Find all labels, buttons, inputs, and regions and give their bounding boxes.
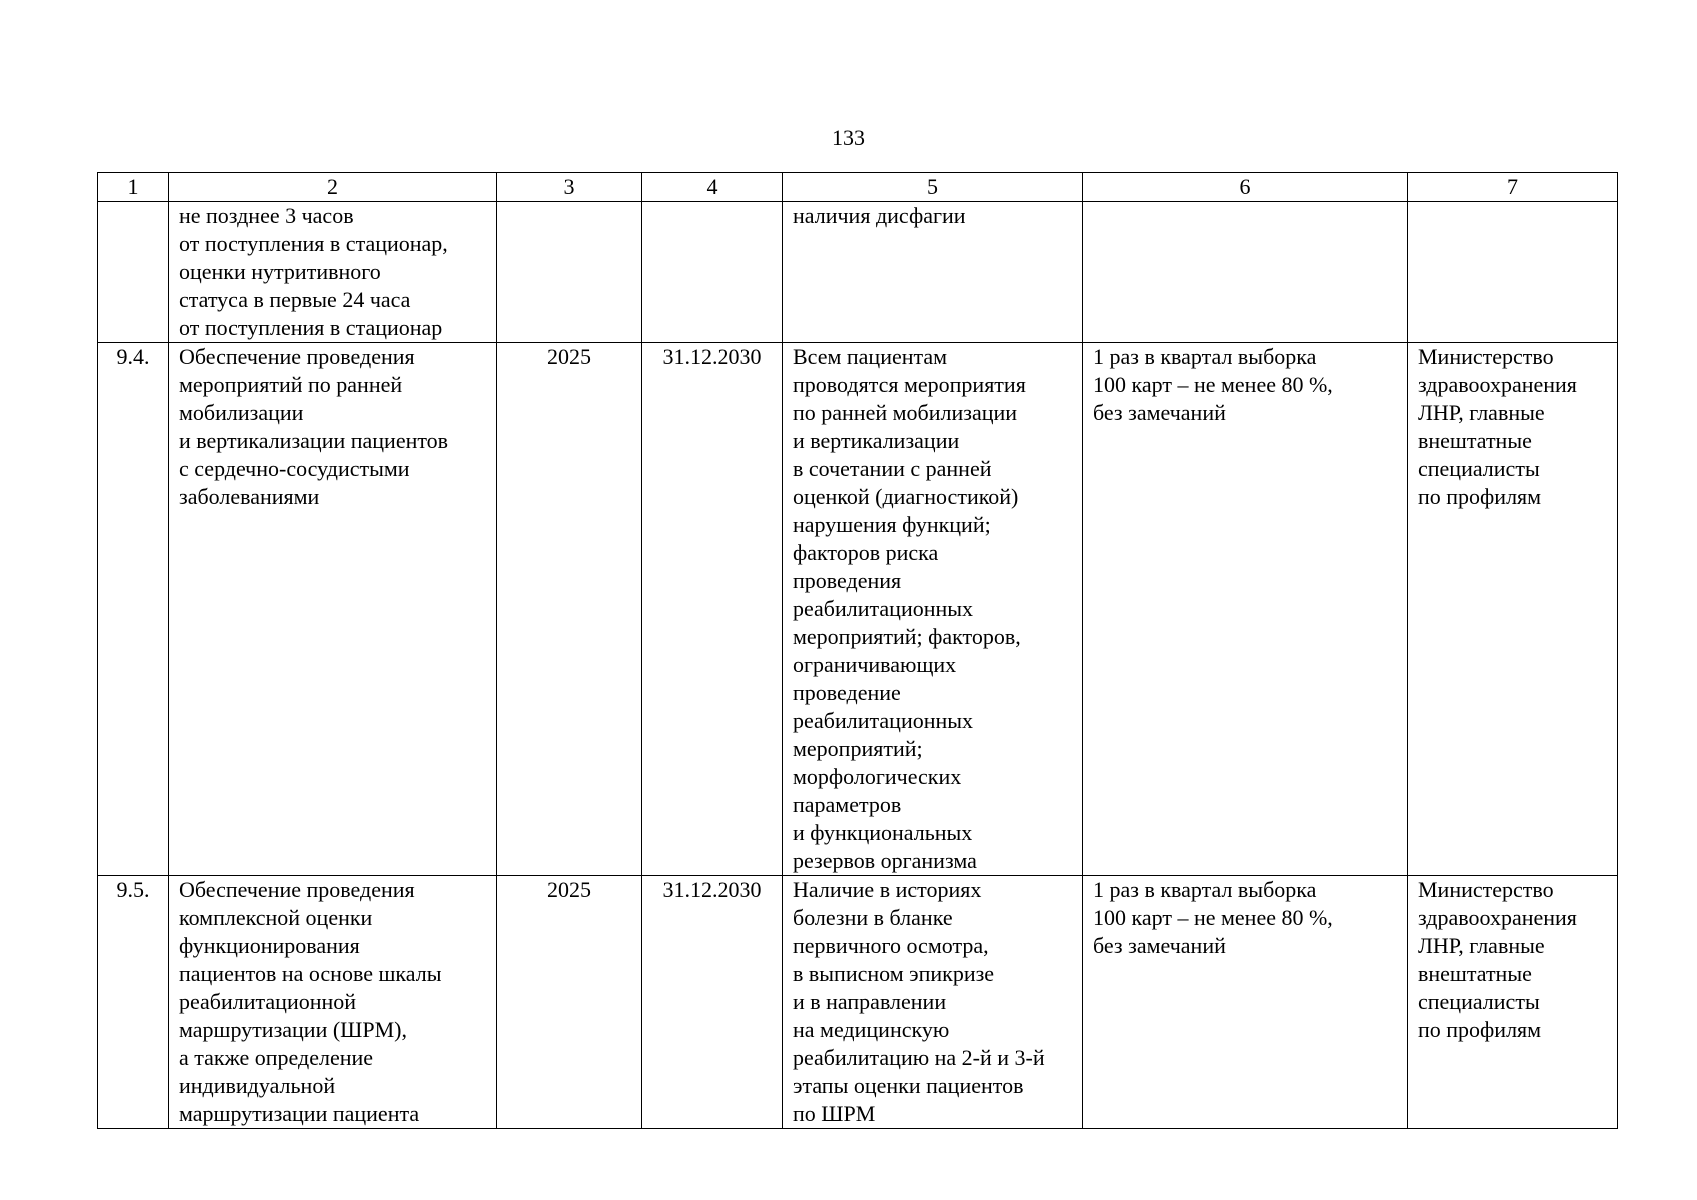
cell-control bbox=[1083, 202, 1408, 343]
column-header: 6 bbox=[1083, 173, 1408, 202]
cell-start-year: 2025 bbox=[497, 343, 642, 876]
cell-line: наличия дисфагии bbox=[793, 203, 966, 228]
cell-responsible bbox=[1408, 343, 1618, 876]
cell-result bbox=[783, 876, 1083, 1129]
cell-start-year bbox=[497, 202, 642, 343]
cell-line: по профилям bbox=[1418, 1017, 1542, 1042]
cell-line: первичного осмотра, bbox=[793, 933, 989, 958]
cell-line: статуса в первые 24 часа bbox=[179, 287, 411, 312]
cell-line: Обеспечение проведения bbox=[179, 877, 415, 902]
cell-responsible bbox=[1408, 202, 1618, 343]
cell-line: мобилизации bbox=[179, 400, 304, 425]
cell-measure bbox=[169, 202, 497, 343]
cell-measure bbox=[169, 876, 497, 1129]
cell-result bbox=[783, 343, 1083, 876]
cell-line: маршрутизации пациента bbox=[179, 1101, 420, 1126]
cell-line: и в направлении bbox=[793, 989, 947, 1014]
cell-line: 1 раз в квартал выборка bbox=[1093, 877, 1317, 902]
cell-line: по профилям bbox=[1418, 484, 1542, 509]
cell-line: без замечаний bbox=[1093, 400, 1226, 425]
plan-table bbox=[97, 172, 1618, 1129]
cell-line: специалисты bbox=[1418, 456, 1540, 481]
cell-line: реабилитационных bbox=[793, 596, 974, 621]
cell-line: по ранней мобилизации bbox=[793, 400, 1018, 425]
cell-line: здравоохранения bbox=[1418, 372, 1577, 397]
cell-line: ограничивающих bbox=[793, 652, 957, 677]
cell-line: внештатные bbox=[1418, 428, 1532, 453]
column-header: 5 bbox=[783, 173, 1083, 202]
column-header: 7 bbox=[1408, 173, 1618, 202]
cell-line: реабилитацию на 2-й и 3-й bbox=[793, 1045, 1045, 1070]
cell-line: реабилитационных bbox=[793, 708, 974, 733]
cell-line: 1 раз в квартал выборка bbox=[1093, 344, 1317, 369]
cell-line: от поступления в стационар, bbox=[179, 231, 448, 256]
cell-measure bbox=[169, 343, 497, 876]
cell-result bbox=[783, 202, 1083, 343]
cell-line: нарушения функций; bbox=[793, 512, 991, 537]
cell-line: факторов риска bbox=[793, 540, 939, 565]
cell-line: проведение bbox=[793, 680, 901, 705]
cell-line: этапы оценки пациентов bbox=[793, 1073, 1024, 1098]
cell-line: внештатные bbox=[1418, 961, 1532, 986]
cell-line: реабилитационной bbox=[179, 989, 357, 1014]
cell-line: с сердечно-сосудистыми bbox=[179, 456, 410, 481]
table-row bbox=[98, 343, 1618, 876]
cell-number: 9.5. bbox=[98, 876, 169, 1129]
cell-line: резервов организма bbox=[793, 848, 977, 873]
column-header: 3 bbox=[497, 173, 642, 202]
cell-line: индивидуальной bbox=[179, 1073, 336, 1098]
cell-number bbox=[98, 202, 169, 343]
cell-control bbox=[1083, 876, 1408, 1129]
cell-start-year: 2025 bbox=[497, 876, 642, 1129]
cell-line: пациентов на основе шкалы bbox=[179, 961, 442, 986]
cell-end-date bbox=[642, 202, 783, 343]
cell-line: а также определение bbox=[179, 1045, 374, 1070]
cell-line: параметров bbox=[793, 792, 902, 817]
cell-line: 100 карт – не менее 80 %, bbox=[1093, 372, 1333, 397]
cell-line: Обеспечение проведения bbox=[179, 344, 415, 369]
cell-line: проведения bbox=[793, 568, 902, 593]
cell-line: болезни в бланке bbox=[793, 905, 953, 930]
cell-line: оценки нутритивного bbox=[179, 259, 381, 284]
cell-end-date: 31.12.2030 bbox=[642, 343, 783, 876]
cell-line: ЛНР, главные bbox=[1418, 933, 1545, 958]
cell-line: без замечаний bbox=[1093, 933, 1226, 958]
cell-line: морфологических bbox=[793, 764, 962, 789]
cell-line: Министерство bbox=[1418, 344, 1554, 369]
cell-line: маршрутизации (ШРМ), bbox=[179, 1017, 407, 1042]
cell-line: здравоохранения bbox=[1418, 905, 1577, 930]
cell-line: заболеваниями bbox=[179, 484, 320, 509]
column-header: 1 bbox=[98, 173, 169, 202]
page-number: 133 bbox=[832, 125, 865, 150]
cell-line: специалисты bbox=[1418, 989, 1540, 1014]
cell-line: не позднее 3 часов bbox=[179, 203, 354, 228]
header-row bbox=[98, 173, 1618, 202]
cell-line: Наличие в историях bbox=[793, 877, 982, 902]
column-header: 4 bbox=[642, 173, 783, 202]
cell-line: и вертикализации bbox=[793, 428, 960, 453]
cell-line: проводятся мероприятия bbox=[793, 372, 1026, 397]
cell-line: оценкой (диагностикой) bbox=[793, 484, 1019, 509]
cell-line: от поступления в стационар bbox=[179, 315, 443, 340]
cell-line: функционирования bbox=[179, 933, 360, 958]
cell-line: мероприятий; факторов, bbox=[793, 624, 1021, 649]
cell-line: 100 карт – не менее 80 %, bbox=[1093, 905, 1333, 930]
cell-line: комплексной оценки bbox=[179, 905, 373, 930]
table-row bbox=[98, 202, 1618, 343]
cell-line: Всем пациентам bbox=[793, 344, 948, 369]
cell-line: в сочетании с ранней bbox=[793, 456, 992, 481]
cell-line: и вертикализации пациентов bbox=[179, 428, 449, 453]
cell-line: мероприятий по ранней bbox=[179, 372, 403, 397]
cell-line: в выписном эпикризе bbox=[793, 961, 995, 986]
cell-line: Министерство bbox=[1418, 877, 1554, 902]
cell-end-date: 31.12.2030 bbox=[642, 876, 783, 1129]
cell-line: мероприятий; bbox=[793, 736, 923, 761]
cell-responsible bbox=[1408, 876, 1618, 1129]
column-header: 2 bbox=[169, 173, 497, 202]
cell-control bbox=[1083, 343, 1408, 876]
cell-number: 9.4. bbox=[98, 343, 169, 876]
cell-line: по ШРМ bbox=[793, 1101, 876, 1126]
cell-line: ЛНР, главные bbox=[1418, 400, 1545, 425]
table-row bbox=[98, 876, 1618, 1129]
cell-line: и функциональных bbox=[793, 820, 973, 845]
cell-line: на медицинскую bbox=[793, 1017, 950, 1042]
